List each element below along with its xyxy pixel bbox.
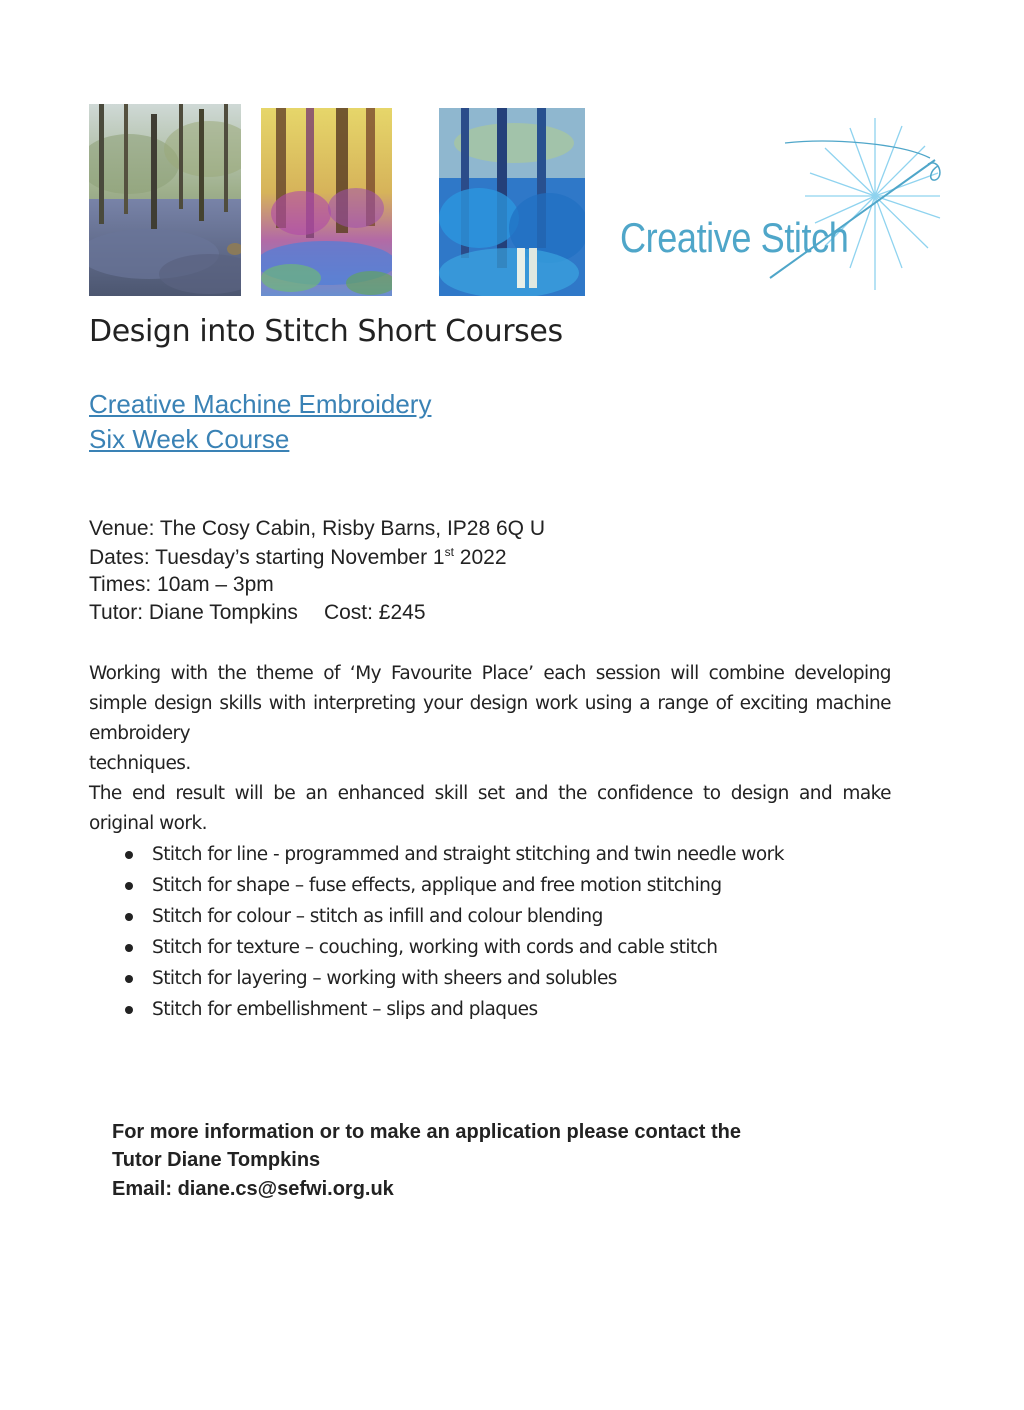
tutor-text: Tutor: Diane Tompkins: [89, 601, 298, 624]
bullet-icon: [125, 882, 133, 890]
list-item-text: Stitch for line - programmed and straight stitching and twin needle work: [152, 844, 784, 865]
dates-year: 2022: [453, 546, 507, 569]
creative-stitch-logo: [610, 118, 950, 298]
list-item: [120, 932, 784, 963]
tutor-cost-line: [89, 601, 426, 625]
page-heading: Design into Stitch Short Courses: [89, 314, 563, 349]
blue-embroidery-photo: [439, 108, 585, 296]
bluebell-woodland-photo: [89, 104, 241, 296]
list-item-text: Stitch for embellishment – slips and plaques: [152, 999, 538, 1020]
contact-info-text: For more information or to make an application please contact the: [112, 1121, 742, 1143]
list-item: [120, 963, 784, 994]
outcome-line: The end result will be an enhanced skill set and the confidence to design and make: [89, 783, 891, 804]
logo-text: Creative Stitch: [620, 214, 849, 261]
venue-text: Venue: The Cosy Cabin, Risby Barns, IP28 6Q U: [89, 517, 546, 540]
list-item-text: Stitch for texture – couching, working with cords and cable stitch: [152, 937, 718, 958]
description-paragraph: [89, 659, 891, 779]
description-line: Working with the theme of ‘My Favourite Place’ each session will combine developing: [89, 663, 891, 684]
description-line: techniques.: [89, 753, 191, 774]
bullet-icon: [125, 913, 133, 921]
topics-list: [120, 839, 784, 1025]
outcome-line: original work.: [89, 813, 207, 834]
list-item-text: Stitch for layering – working with sheers and solubles: [152, 968, 617, 989]
list-item: [120, 870, 784, 901]
list-item: [120, 839, 784, 870]
course-subtitle-link[interactable]: Six Week Course: [89, 424, 290, 454]
stitched-panel-photo: [261, 108, 392, 296]
dates-prefix: Dates: Tuesday’s starting November 1: [89, 546, 445, 569]
bullet-icon: [125, 1006, 133, 1014]
description-line: simple design skills with interpreting your design work using a range of exciting machine: [89, 693, 891, 714]
dates-text: [89, 545, 507, 570]
outcome-paragraph: [89, 779, 891, 839]
course-title-link[interactable]: Creative Machine Embroidery: [89, 389, 432, 419]
dates-ordinal: st: [444, 545, 454, 559]
contact-email[interactable]: Email: diane.cs@sefwi.org.uk: [112, 1178, 394, 1200]
bullet-icon: [125, 975, 133, 983]
contact-tutor-text: Tutor Diane Tompkins: [112, 1149, 321, 1171]
description-line: embroidery: [89, 723, 190, 744]
list-item: [120, 994, 784, 1025]
list-item-text: Stitch for shape – fuse effects, applique and free motion stitching: [152, 875, 722, 896]
cost-text: Cost: £245: [323, 601, 426, 624]
times-text: Times: 10am – 3pm: [89, 573, 274, 596]
needle-star-icon: [610, 118, 950, 298]
list-item-text: Stitch for colour – stitch as infill and colour blending: [152, 906, 603, 927]
list-item: [120, 901, 784, 932]
bullet-icon: [125, 944, 133, 952]
bullet-icon: [125, 851, 133, 859]
